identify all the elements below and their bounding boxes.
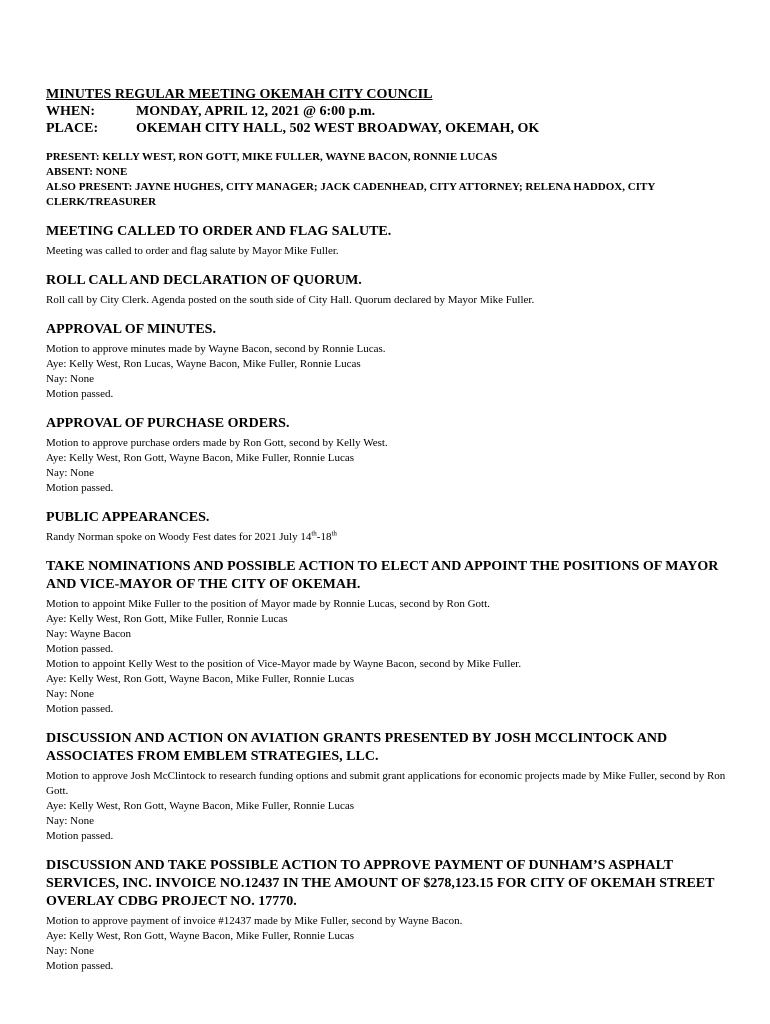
section-public-appearances — [46, 509, 730, 545]
present-line: PRESENT: KELLY WEST, RON GOTT, MIKE FULLER, WAYNE BACON, RONNIE LUCAS — [46, 151, 498, 163]
section-line: Motion passed. — [46, 643, 114, 655]
section-line: Aye: Kelly West, Ron Gott, Wayne Bacon, Mike Fuller, Ronnie Lucas — [46, 673, 354, 685]
place-label: PLACE: — [46, 121, 99, 136]
section-call-to-order — [46, 223, 730, 259]
section-purchase-orders — [46, 415, 730, 496]
section-dunham-payment — [46, 857, 730, 974]
place-value: OKEMAH CITY HALL, 502 WEST BROADWAY, OKEMAH, OK — [136, 121, 540, 136]
section-line: Motion to approve purchase orders made by Ron Gott, second by Kelly West. — [46, 437, 388, 449]
section-heading: DISCUSSION AND TAKE POSSIBLE ACTION TO APPROVE PAYMENT OF DUNHAM’S ASPHALT SERVICES, INC. INVOICE NO.12437 IN THE AMOUNT OF $278,123.15 FOR CITY OF OKEMAH STREET OVERLAY CDBG PROJECT NO. 17770. — [46, 858, 715, 909]
section-line: Aye: Kelly West, Ron Gott, Mike Fuller, Ronnie Lucas — [46, 613, 288, 625]
document-title: MINUTES REGULAR MEETING OKEMAH CITY COUNCIL — [46, 87, 433, 102]
public-line-mid: -18 — [316, 531, 332, 543]
section-heading: ROLL CALL AND DECLARATION OF QUORUM. — [46, 273, 362, 288]
section-heading: MEETING CALLED TO ORDER AND FLAG SALUTE. — [46, 224, 392, 239]
section-line — [46, 530, 730, 545]
section-nominations — [46, 558, 730, 717]
section-line: Motion to approve Josh McClintock to research funding options and submit grant applications for economic projects made by Mike Fuller, second by Ron Gott. — [46, 770, 726, 797]
section-line: Motion passed. — [46, 703, 114, 715]
section-line: Roll call by City Clerk. Agenda posted on the south side of City Hall. Quorum declared by Mayor Mike Fuller. — [46, 294, 535, 306]
absent-line: ABSENT: NONE — [46, 166, 128, 178]
public-line-text: Randy Norman spoke on Woody Fest dates for 2021 July 14 — [46, 531, 312, 543]
section-line: Aye: Kelly West, Ron Gott, Wayne Bacon, Mike Fuller, Ronnie Lucas — [46, 800, 354, 812]
section-line: Nay: None — [46, 688, 94, 700]
also-present-line: ALSO PRESENT: JAYNE HUGHES, CITY MANAGER; JACK CADENHEAD, CITY ATTORNEY; RELENA HADDOX, CITY CLERK/TREASURER — [46, 181, 655, 208]
section-line: Motion passed. — [46, 830, 114, 842]
section-line: Motion passed. — [46, 388, 114, 400]
when-value: MONDAY, APRIL 12, 2021 @ 6:00 p.m. — [136, 104, 376, 119]
section-line: Nay: None — [46, 945, 94, 957]
section-line: Aye: Kelly West, Ron Gott, Wayne Bacon, Mike Fuller, Ronnie Lucas — [46, 452, 354, 464]
section-line: Motion to appoint Mike Fuller to the position of Mayor made by Ronnie Lucas, second by Ron Gott. — [46, 598, 490, 610]
section-heading: DISCUSSION AND ACTION ON AVIATION GRANTS PRESENTED BY JOSH MCCLINTOCK AND ASSOCIATES FROM EMBLEM STRATEGIES, LLC. — [46, 731, 668, 764]
section-heading: APPROVAL OF PURCHASE ORDERS. — [46, 416, 290, 431]
section-heading: PUBLIC APPEARANCES. — [46, 510, 210, 525]
superscript: th — [311, 529, 317, 538]
section-line: Nay: None — [46, 815, 94, 827]
section-line: Meeting was called to order and flag salute by Mayor Mike Fuller. — [46, 245, 339, 257]
section-roll-call — [46, 272, 730, 308]
section-heading: TAKE NOMINATIONS AND POSSIBLE ACTION TO ELECT AND APPOINT THE POSITIONS OF MAYOR AND VICE-MAYOR OF THE CITY OF OKEMAH. — [46, 559, 719, 592]
section-line: Motion passed. — [46, 482, 114, 494]
section-line: Aye: Kelly West, Ron Lucas, Wayne Bacon, Mike Fuller, Ronnie Lucas — [46, 358, 361, 370]
attendance-block — [46, 150, 730, 210]
section-line: Nay: Wayne Bacon — [46, 628, 132, 640]
section-line: Motion passed. — [46, 960, 114, 972]
section-aviation-grants — [46, 730, 730, 844]
when-label: WHEN: — [46, 104, 95, 119]
section-heading: APPROVAL OF MINUTES. — [46, 322, 216, 337]
section-line: Motion to approve payment of invoice #12437 made by Mike Fuller, second by Wayne Bacon. — [46, 915, 463, 927]
place-row — [46, 120, 730, 137]
section-line: Nay: None — [46, 467, 94, 479]
section-line: Motion to approve minutes made by Wayne Bacon, second by Ronnie Lucas. — [46, 343, 386, 355]
when-row — [46, 103, 730, 120]
minutes-document — [46, 86, 730, 974]
section-line: Aye: Kelly West, Ron Gott, Wayne Bacon, Mike Fuller, Ronnie Lucas — [46, 930, 354, 942]
section-line: Motion to appoint Kelly West to the position of Vice-Mayor made by Wayne Bacon, second by Mike Fuller. — [46, 658, 522, 670]
section-approval-of-minutes — [46, 321, 730, 402]
section-line: Nay: None — [46, 373, 94, 385]
superscript: th — [331, 529, 337, 538]
